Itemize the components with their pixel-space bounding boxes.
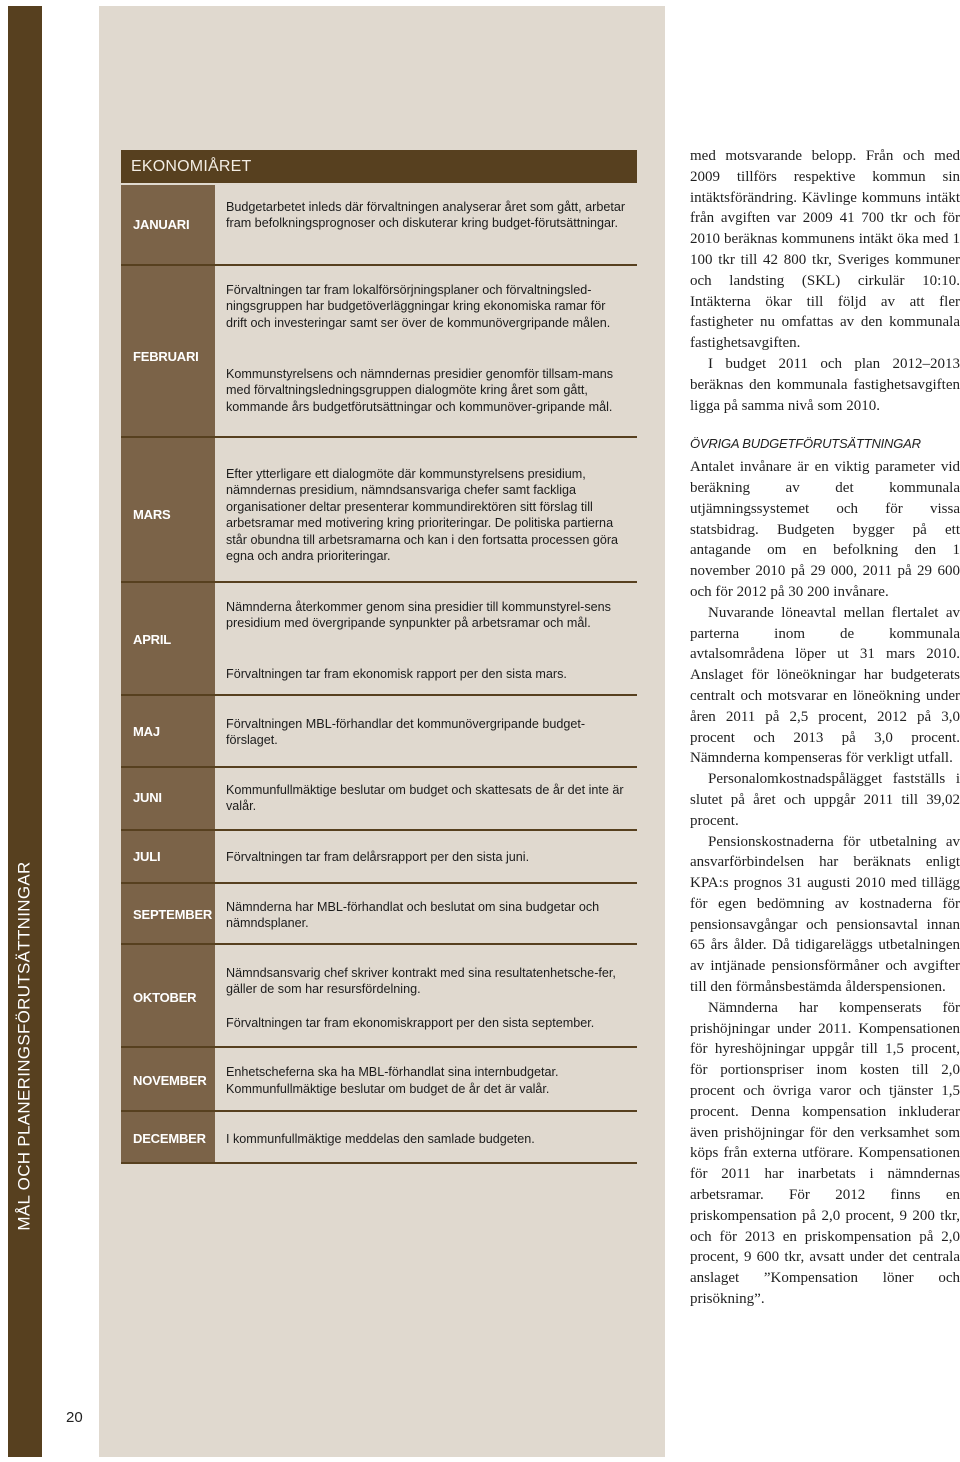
calendar-entry: Kommunfullmäktige beslutar om budget och skattesats de år det inte är valår. (226, 783, 624, 814)
section-heading: ÖVRIGA BUDGETFÖRUTSÄTTNINGAR (690, 436, 921, 452)
calendar-entry: Kommunstyrelsens och nämndernas presidier genomför tillsam-mans med förvaltningsledningsgruppen dialogmöte kring året som gått, kommande års budgetförutsättningar och kommunöver-gripande mål. (226, 367, 614, 414)
calendar-entry: I kommunfullmäktige meddelas den samlade budgeten. (226, 1132, 535, 1146)
month-label-apr: APRIL (133, 632, 172, 647)
section-spine-label: MÅL OCH PLANERINGSFÖRUTSÄTTNINGAR (15, 861, 34, 1231)
calendar-entry: Nämndsansvarig chef skriver kontrakt med sina resultatenhetsche-fer, gäller de som har resursfördelning. (226, 966, 616, 997)
calendar-entry: Budgetarbetet inleds där förvaltningen analyserar året som gått, arbetar fram befolkningsprognoser och diskuterar kring budget-förutsättningar. (226, 200, 626, 231)
calendar-entry: Efter ytterligare ett dialogmöte där kommunstyrelsens presidium, nämndernas presidium, nämndsansvariga chefer samt fackliga organisationer deltar presenterar kommundirektören sitt förslag till arbetsramar med motivering kring prioriteringar. De politiska partierna står obundna till arbetsramarna och kan i den fortsatta processen göra egna och andra prioriteringar. (226, 467, 619, 564)
calendar-entry: Förvaltningen tar fram lokalförsörjningsplaner och förvaltningsled-ningsgruppen har budgetöverläggningar kring ekonomiska ramar för drift och investeringar samt ser över de kommunövergripande målen. (226, 283, 611, 330)
divider (121, 766, 637, 768)
section-spine-label-wrap (8, 6, 42, 1386)
body-paragraph: Personalomkostnadspålägget fastställs i slutet på året och uppgår 2011 till 39,02 procent. (690, 771, 960, 829)
page-number: 20 (66, 1409, 83, 1426)
body-paragraph: med motsvarande belopp. Från och med 2009 tillförs respektive kommun sin intäktsförändring. Kävlinge kommuns intäkt från avgiften var 2009 41 700 tkr och för 2010 beräknas kommunens intäkt öka med 1 100 tkr till 42 800 tkr, Sveriges kommuner och landsting (SKL) cirkulär 10:10. Intäkterna ökar till följd av att fler fastigheter nu omfattas av den kommunala fastighetsavgiften. (690, 148, 960, 352)
month-label-nov: NOVEMBER (133, 1073, 207, 1088)
calendar-entry: Förvaltningen MBL-förhandlar det kommunövergripande budget-förslaget. (226, 717, 586, 748)
calendar-header: EKONOMIÅRET (121, 150, 637, 183)
month-label-dec: DECEMBER (133, 1131, 206, 1146)
body-paragraph: I budget 2011 och plan 2012–2013 beräknas den kommunala fastighetsavgiften ligga på samma nivå som 2010. (690, 355, 960, 414)
body-paragraph: Nämnderna har kompenserats för prishöjningar under 2011. Kompensationen för hyreshöjningar uppgår till 1,5 procent, för portionspriser inom kosten till 2,0 procent och övriga varor och tjänster 1,5 procent. Denna kompensation inkluderar även prishöjningar för den verksamhet som köps från externa utförare. Kompensationen för 2011 har inarbetats i nämndernas arbetsramar. För 2012 finns en priskompensation på 2,0 procent, 9 200 tkr, och för 2013 en priskompensation på 2,0 procent, 9 600 tkr, avsatt under det centrala anslaget ”Kompensation löner och prisökning”. (690, 999, 960, 1308)
month-label-jan: JANUARI (133, 217, 190, 232)
divider (121, 882, 637, 884)
month-label-jul: JULI (133, 849, 161, 864)
month-label-sep: SEPTEMBER (133, 907, 213, 922)
divider (121, 1162, 637, 1164)
divider (121, 1046, 637, 1048)
month-label-jun: JUNI (133, 790, 162, 805)
divider (121, 829, 637, 831)
month-label-mar: MARS (133, 507, 171, 522)
calendar-entry: Förvaltningen tar fram ekonomiskrapport per den sista september. (226, 1016, 595, 1030)
body-paragraph: Antalet invånare är en viktig parameter vid beräkning av det kommunala utjämningssystemet och för vissa statsbidrag. Budgeten bygger på ett antagande om en befolkning den 1 november 2010 på 29 000, 2011 på 29 600 och för 2012 på 30 200 invånare. (690, 459, 960, 600)
body-paragraph: Nuvarande löneavtal mellan flertalet av parterna inom de kommunala avtalsområdena löper ut 31 mars 2010. Anslaget för löneökningar har budgeterats centralt och motsvarar en löneökning under åren 2011 på 2,5 procent, 2012 på 3,0 procent och 2013 på 3,0 procent. Nämnderna kompenseras för verkligt utfall. (690, 604, 960, 767)
calendar-entry: Förvaltningen tar fram ekonomisk rapport per den sista mars. (226, 667, 567, 681)
calendar-entry: Nämnderna har MBL-förhandlat och beslutat om sina budgetar och nämndsplaner. (226, 900, 600, 931)
calendar-entry: Enhetscheferna ska ha MBL-förhandlat sina internbudgetar. (226, 1065, 559, 1079)
calendar-entry: Förvaltningen tar fram delårsrapport per den sista juni. (226, 850, 530, 864)
divider (121, 943, 637, 945)
divider (121, 436, 637, 438)
month-label-may: MAJ (133, 724, 160, 739)
divider (121, 264, 637, 266)
body-paragraph: Pensionskostnaderna för utbetalning av ansvarförbindelsen har beräknats enligt KPA:s prognos 31 augusti 2010 med tillägg för egen bedömning av kostnaderna för pensionsavgångar och pensionsavtal innan 65 års ålder. Då tidigareläggs utbetalningen av intjänade pensionsförmåner och avgifter till den förmånsbestämda ålderspensionen. (690, 833, 960, 996)
divider (121, 581, 637, 583)
calendar-entry: Nämnderna återkommer genom sina presidier till kommunstyrel-sens presidium med övergripande synpunkter på arbetsramar och mål. (226, 600, 611, 631)
month-label-oct: OKTOBER (133, 990, 197, 1005)
calendar-entry: Kommunfullmäktige beslutar om budget de år det är valår. (226, 1082, 550, 1096)
body-text-column (690, 146, 960, 1310)
divider (121, 1110, 637, 1112)
divider (121, 694, 637, 696)
month-label-feb: FEBRUARI (133, 349, 199, 364)
